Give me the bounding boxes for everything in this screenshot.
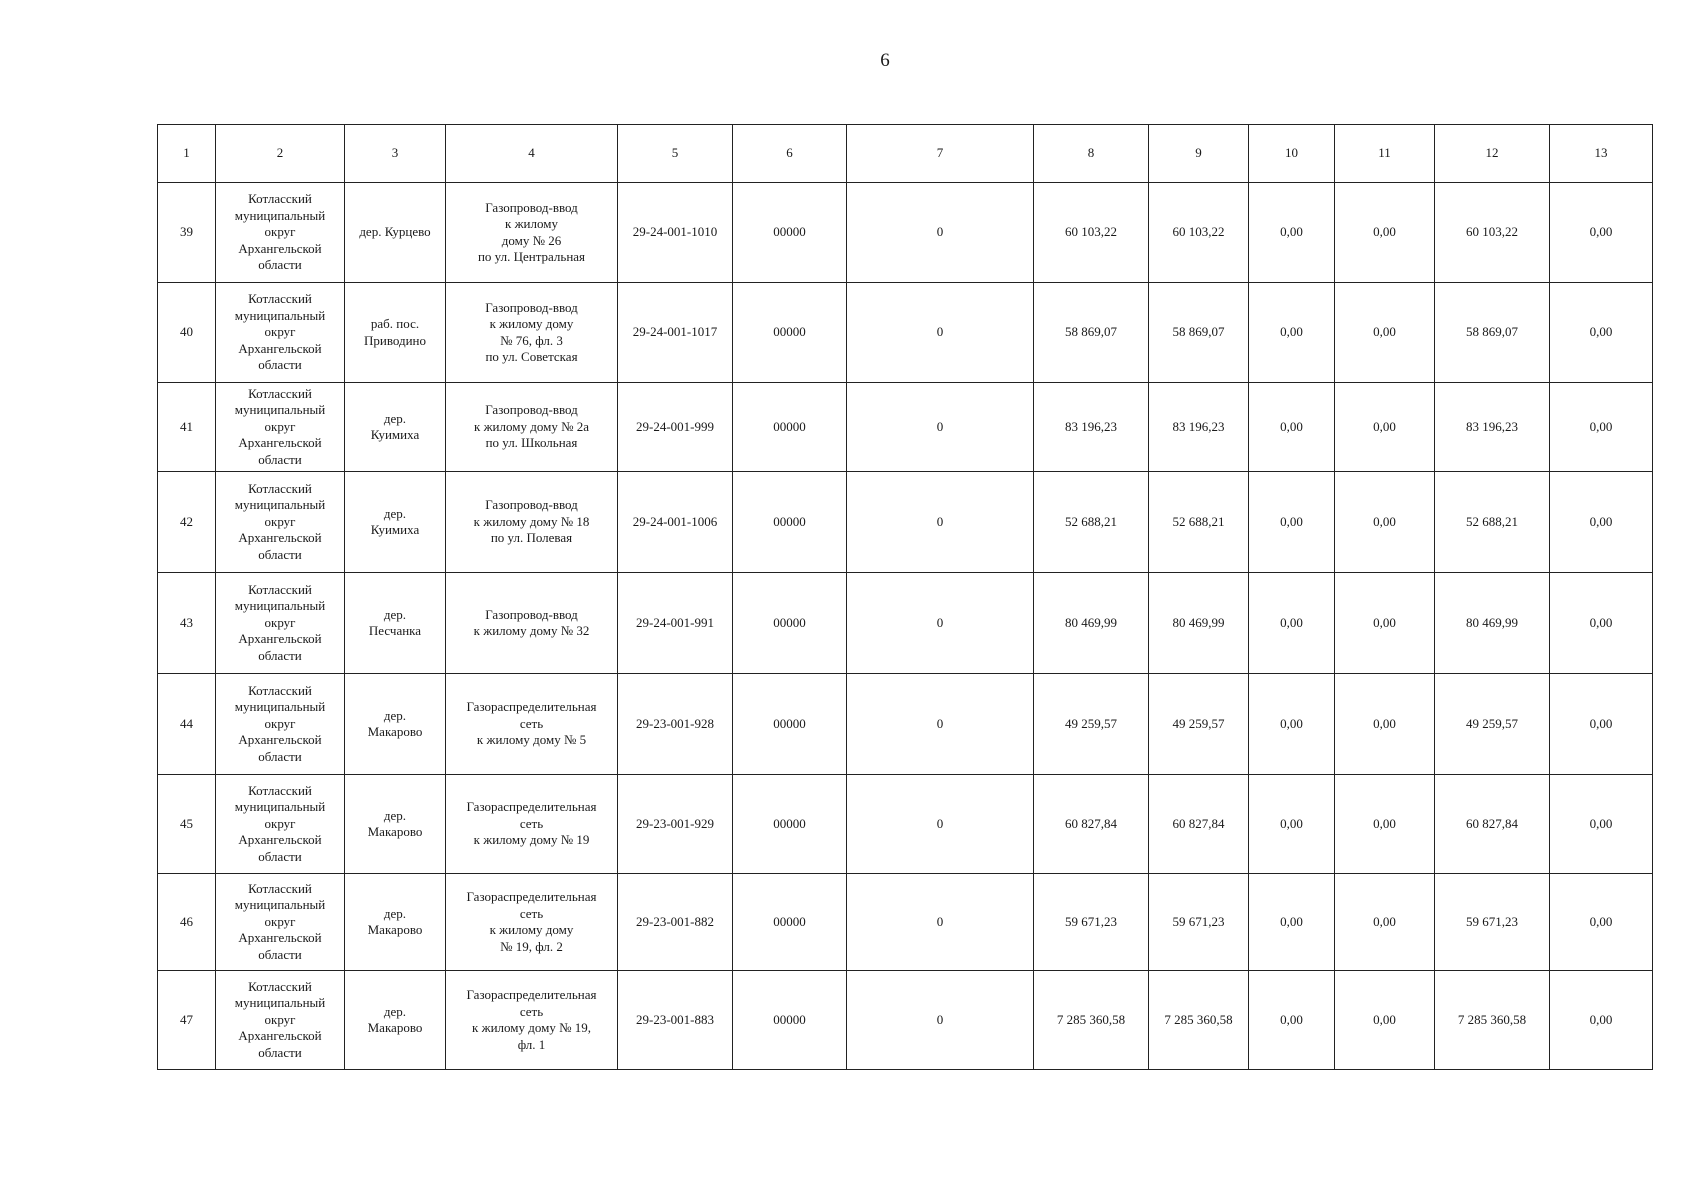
column-12-cell: 52 688,21 <box>1435 472 1550 573</box>
settlement-cell-line: Приводино <box>363 332 427 348</box>
column-9-cell: 80 469,99 <box>1149 573 1249 674</box>
municipality-cell-line: муниципальный <box>234 897 326 913</box>
page-number: 6 <box>880 50 890 71</box>
municipality-cell <box>216 775 345 874</box>
column-8-cell: 59 671,23 <box>1034 874 1149 971</box>
column-header-7: 7 <box>847 125 1034 183</box>
column-6-cell: 00000 <box>733 183 847 283</box>
settlement-cell <box>345 971 446 1070</box>
object-cell-line: Газораспределительная <box>466 987 597 1002</box>
code-cell: 29-24-001-999 <box>618 383 733 472</box>
row-number-cell: 40 <box>158 283 216 383</box>
object-cell-line: к жилому дому <box>489 922 574 937</box>
column-6-cell: 00000 <box>733 674 847 775</box>
column-9-cell: 52 688,21 <box>1149 472 1249 573</box>
object-cell-line: сеть <box>519 815 544 831</box>
object-cell <box>446 383 618 472</box>
object-cell <box>446 674 618 775</box>
municipality-cell-line: Котласский <box>248 291 312 307</box>
object-cell-line: сеть <box>519 905 544 921</box>
object-cell-line: Газораспределительная <box>466 799 597 815</box>
code-cell: 29-23-001-929 <box>618 775 733 874</box>
municipality-cell-line: Котласский <box>248 581 312 597</box>
municipality-cell <box>216 573 345 674</box>
column-header-5: 5 <box>618 125 733 183</box>
municipality-cell <box>216 383 345 472</box>
column-8-cell: 58 869,07 <box>1034 283 1149 383</box>
column-13-cell: 0,00 <box>1550 971 1653 1070</box>
column-7-cell: 0 <box>847 183 1034 283</box>
municipality-cell-line: Котласский <box>248 385 312 401</box>
code-cell: 29-24-001-1017 <box>618 283 733 383</box>
settlement-cell-line: дер. <box>383 410 407 426</box>
object-cell-line: к жилому дому <box>489 316 574 331</box>
object-cell <box>446 183 618 283</box>
column-7-cell: 0 <box>847 573 1034 674</box>
object-cell-line: к жилому дому № 32 <box>473 623 590 638</box>
column-9-cell: 7 285 360,58 <box>1149 971 1249 1070</box>
table-row <box>158 472 1653 573</box>
column-11-cell: 0,00 <box>1335 874 1435 971</box>
column-6-cell: 00000 <box>733 283 847 383</box>
settlement-cell-line: дер. <box>383 707 407 723</box>
settlement-cell-line: дер. <box>383 905 407 921</box>
row-number-cell: 41 <box>158 383 216 472</box>
settlement-cell-line: Песчанка <box>368 623 422 638</box>
municipality-cell <box>216 971 345 1070</box>
object-cell-line: к жилому дому № 19, <box>472 1020 591 1035</box>
object-cell-line: № 19, фл. 2 <box>500 938 563 954</box>
object-cell <box>446 874 618 971</box>
row-number-cell: 46 <box>158 874 216 971</box>
column-7-cell: 0 <box>847 674 1034 775</box>
municipality-cell-line: Котласский <box>248 682 312 698</box>
column-11-cell: 0,00 <box>1335 775 1435 874</box>
column-7-cell: 0 <box>847 383 1034 472</box>
column-7-cell: 0 <box>847 283 1034 383</box>
municipality-cell-line: муниципальный <box>234 699 326 715</box>
column-header-3: 3 <box>345 125 446 183</box>
object-cell-line: Газопровод-ввод <box>485 299 578 315</box>
column-12-cell: 7 285 360,58 <box>1435 971 1550 1070</box>
object-cell-line: к жилому дому № 2а <box>474 418 589 434</box>
row-number-cell: 43 <box>158 573 216 674</box>
row-number-cell: 47 <box>158 971 216 1070</box>
municipality-cell-line: Архангельской <box>238 530 322 546</box>
object-cell-line: по ул. Школьная <box>485 435 578 451</box>
column-10-cell: 0,00 <box>1249 472 1335 573</box>
column-6-cell: 00000 <box>733 383 847 472</box>
municipality-cell-line: Архангельской <box>238 240 322 256</box>
column-6-cell: 00000 <box>733 573 847 674</box>
column-7-cell: 0 <box>847 472 1034 573</box>
municipality-cell-line: муниципальный <box>234 207 326 223</box>
code-cell: 29-23-001-883 <box>618 971 733 1070</box>
column-9-cell: 58 869,07 <box>1149 283 1249 383</box>
object-cell-line: Газопровод-ввод <box>485 402 578 418</box>
object-cell-line: Газопровод-ввод <box>485 497 578 513</box>
header-row <box>158 125 1653 183</box>
column-6-cell: 00000 <box>733 971 847 1070</box>
settlement-cell <box>345 775 446 874</box>
municipality-cell-line: Архангельской <box>238 435 322 451</box>
table-row <box>158 674 1653 775</box>
column-8-cell: 83 196,23 <box>1034 383 1149 472</box>
municipality-cell-line: Архангельской <box>238 340 322 356</box>
settlement-cell-line: Макарово <box>367 824 423 839</box>
row-number-cell: 44 <box>158 674 216 775</box>
municipality-cell-line: муниципальный <box>234 497 326 513</box>
column-13-cell: 0,00 <box>1550 674 1653 775</box>
table-row <box>158 573 1653 674</box>
table-row <box>158 183 1653 283</box>
object-cell-line: дому № 26 <box>501 232 562 248</box>
column-10-cell: 0,00 <box>1249 183 1335 283</box>
column-10-cell: 0,00 <box>1249 573 1335 674</box>
settlement-cell <box>345 383 446 472</box>
object-cell-line: Газораспределительная <box>466 699 597 715</box>
column-header-13: 13 <box>1550 125 1653 183</box>
object-cell-line: к жилому дому № 5 <box>476 732 587 748</box>
column-13-cell: 0,00 <box>1550 472 1653 573</box>
settlement-cell-line: Макарово <box>367 724 423 739</box>
row-number-cell: 42 <box>158 472 216 573</box>
object-cell-line: сеть <box>519 715 544 731</box>
code-cell: 29-24-001-1010 <box>618 183 733 283</box>
settlement-cell-line: Макарово <box>367 922 423 937</box>
settlement-cell-line: дер. Курцево <box>359 224 431 240</box>
column-12-cell: 83 196,23 <box>1435 383 1550 472</box>
municipality-cell-line: Котласский <box>248 978 312 994</box>
municipality-cell-line: Архангельской <box>238 832 322 848</box>
municipality-cell-line: области <box>258 357 302 373</box>
column-8-cell: 49 259,57 <box>1034 674 1149 775</box>
table-header <box>158 125 1653 183</box>
column-11-cell: 0,00 <box>1335 183 1435 283</box>
settlement-cell <box>345 183 446 283</box>
column-header-10: 10 <box>1249 125 1335 183</box>
table-row <box>158 383 1653 472</box>
object-cell <box>446 573 618 674</box>
column-10-cell: 0,00 <box>1249 874 1335 971</box>
table-row <box>158 971 1653 1070</box>
municipality-cell <box>216 674 345 775</box>
column-header-9: 9 <box>1149 125 1249 183</box>
settlement-cell-line: Куимиха <box>370 522 420 537</box>
column-10-cell: 0,00 <box>1249 383 1335 472</box>
settlement-cell <box>345 283 446 383</box>
municipality-cell-line: муниципальный <box>234 598 326 614</box>
column-11-cell: 0,00 <box>1335 283 1435 383</box>
settlement-cell <box>345 674 446 775</box>
column-10-cell: 0,00 <box>1249 971 1335 1070</box>
column-11-cell: 0,00 <box>1335 573 1435 674</box>
column-11-cell: 0,00 <box>1335 472 1435 573</box>
column-8-cell: 60 103,22 <box>1034 183 1149 283</box>
settlement-cell-line: дер. <box>383 606 407 622</box>
object-cell-line: по ул. Советская <box>485 349 578 364</box>
row-number-cell: 39 <box>158 183 216 283</box>
municipality-cell <box>216 283 345 383</box>
municipality-cell-line: области <box>258 946 302 962</box>
column-12-cell: 80 469,99 <box>1435 573 1550 674</box>
column-11-cell: 0,00 <box>1335 383 1435 472</box>
settlement-cell-line: дер. <box>383 1003 407 1019</box>
table-body <box>158 183 1653 1070</box>
column-11-cell: 0,00 <box>1335 674 1435 775</box>
object-cell <box>446 775 618 874</box>
settlement-cell <box>345 472 446 573</box>
column-header-1: 1 <box>158 125 216 183</box>
settlement-cell-line: Куимиха <box>370 427 420 442</box>
municipality-cell-line: области <box>258 848 302 864</box>
municipality-cell-line: Архангельской <box>238 930 322 946</box>
municipality-cell-line: области <box>258 1044 302 1060</box>
code-cell: 29-23-001-928 <box>618 674 733 775</box>
table-row <box>158 775 1653 874</box>
municipality-cell-line: Архангельской <box>238 631 322 647</box>
column-13-cell: 0,00 <box>1550 383 1653 472</box>
settlement-cell <box>345 573 446 674</box>
column-13-cell: 0,00 <box>1550 775 1653 874</box>
column-9-cell: 60 827,84 <box>1149 775 1249 874</box>
column-header-8: 8 <box>1034 125 1149 183</box>
column-7-cell: 0 <box>847 874 1034 971</box>
municipality-cell-line: Котласский <box>248 782 312 798</box>
municipality-cell-line: муниципальный <box>234 402 326 418</box>
column-header-6: 6 <box>733 125 847 183</box>
column-13-cell: 0,00 <box>1550 283 1653 383</box>
column-header-2: 2 <box>216 125 345 183</box>
column-12-cell: 60 103,22 <box>1435 183 1550 283</box>
column-7-cell: 0 <box>847 971 1034 1070</box>
column-header-11: 11 <box>1335 125 1435 183</box>
municipality-cell-line: Архангельской <box>238 1028 322 1044</box>
object-cell <box>446 283 618 383</box>
object-cell-line: по ул. Центральная <box>477 249 586 264</box>
column-6-cell: 00000 <box>733 472 847 573</box>
municipality-cell-line: области <box>258 451 302 467</box>
code-cell: 29-24-001-991 <box>618 573 733 674</box>
municipality-cell <box>216 874 345 971</box>
column-13-cell: 0,00 <box>1550 573 1653 674</box>
column-8-cell: 80 469,99 <box>1034 573 1149 674</box>
table-row <box>158 874 1653 971</box>
municipality-cell <box>216 472 345 573</box>
settlement-cell-line: раб. пос. <box>370 316 420 331</box>
column-11-cell: 0,00 <box>1335 971 1435 1070</box>
object-cell <box>446 971 618 1070</box>
object-cell-line: № 76, фл. 3 <box>500 332 563 348</box>
settlement-cell-line: дер. <box>383 505 407 521</box>
column-9-cell: 49 259,57 <box>1149 674 1249 775</box>
column-6-cell: 00000 <box>733 775 847 874</box>
object-cell-line: Газопровод-ввод <box>485 606 578 622</box>
municipality-cell-line: округ <box>264 715 296 731</box>
municipality-cell-line: округ <box>264 1011 296 1027</box>
municipality-cell-line: округ <box>264 913 296 929</box>
column-9-cell: 83 196,23 <box>1149 383 1249 472</box>
code-cell: 29-23-001-882 <box>618 874 733 971</box>
row-number-cell: 45 <box>158 775 216 874</box>
column-13-cell: 0,00 <box>1550 874 1653 971</box>
object-cell-line: Газопровод-ввод <box>485 199 578 215</box>
object-cell-line: к жилому дому № 19 <box>473 832 590 848</box>
municipality-cell-line: округ <box>264 614 296 630</box>
municipality-cell-line: Архангельской <box>238 732 322 748</box>
column-12-cell: 60 827,84 <box>1435 775 1550 874</box>
object-cell-line: к жилому <box>505 216 558 231</box>
column-10-cell: 0,00 <box>1249 674 1335 775</box>
table-row <box>158 283 1653 383</box>
column-header-12: 12 <box>1435 125 1550 183</box>
municipality-cell-line: муниципальный <box>234 307 326 323</box>
municipality-cell-line: округ <box>264 815 296 831</box>
column-8-cell: 60 827,84 <box>1034 775 1149 874</box>
municipality-cell-line: Котласский <box>248 880 312 896</box>
municipality-cell <box>216 183 345 283</box>
column-12-cell: 58 869,07 <box>1435 283 1550 383</box>
settlement-cell <box>345 874 446 971</box>
municipality-cell-line: муниципальный <box>234 799 326 815</box>
municipality-cell-line: Котласский <box>248 191 312 207</box>
object-cell-line: по ул. Полевая <box>490 530 573 546</box>
column-9-cell: 59 671,23 <box>1149 874 1249 971</box>
object-cell-line: фл. 1 <box>517 1036 546 1052</box>
municipality-cell-line: области <box>258 257 302 273</box>
municipality-cell-line: области <box>258 748 302 764</box>
municipality-cell-line: округ <box>264 224 296 240</box>
object-cell-line: к жилому дому № 18 <box>473 513 590 529</box>
municipality-cell-line: округ <box>264 513 296 529</box>
column-10-cell: 0,00 <box>1249 283 1335 383</box>
column-8-cell: 7 285 360,58 <box>1034 971 1149 1070</box>
column-13-cell: 0,00 <box>1550 183 1653 283</box>
column-9-cell: 60 103,22 <box>1149 183 1249 283</box>
municipality-cell-line: муниципальный <box>234 995 326 1011</box>
data-table <box>157 124 1653 1070</box>
column-8-cell: 52 688,21 <box>1034 472 1149 573</box>
column-7-cell: 0 <box>847 775 1034 874</box>
municipality-cell-line: области <box>258 546 302 562</box>
code-cell: 29-24-001-1006 <box>618 472 733 573</box>
municipality-cell-line: округ <box>264 418 296 434</box>
municipality-cell-line: округ <box>264 324 296 340</box>
settlement-cell-line: дер. <box>383 807 407 823</box>
municipality-cell-line: области <box>258 647 302 663</box>
column-10-cell: 0,00 <box>1249 775 1335 874</box>
settlement-cell-line: Макарово <box>367 1020 423 1035</box>
object-cell <box>446 472 618 573</box>
column-12-cell: 59 671,23 <box>1435 874 1550 971</box>
column-6-cell: 00000 <box>733 874 847 971</box>
column-header-4: 4 <box>446 125 618 183</box>
object-cell-line: сеть <box>519 1003 544 1019</box>
column-12-cell: 49 259,57 <box>1435 674 1550 775</box>
object-cell-line: Газораспределительная <box>466 889 597 904</box>
municipality-cell-line: Котласский <box>248 480 312 496</box>
